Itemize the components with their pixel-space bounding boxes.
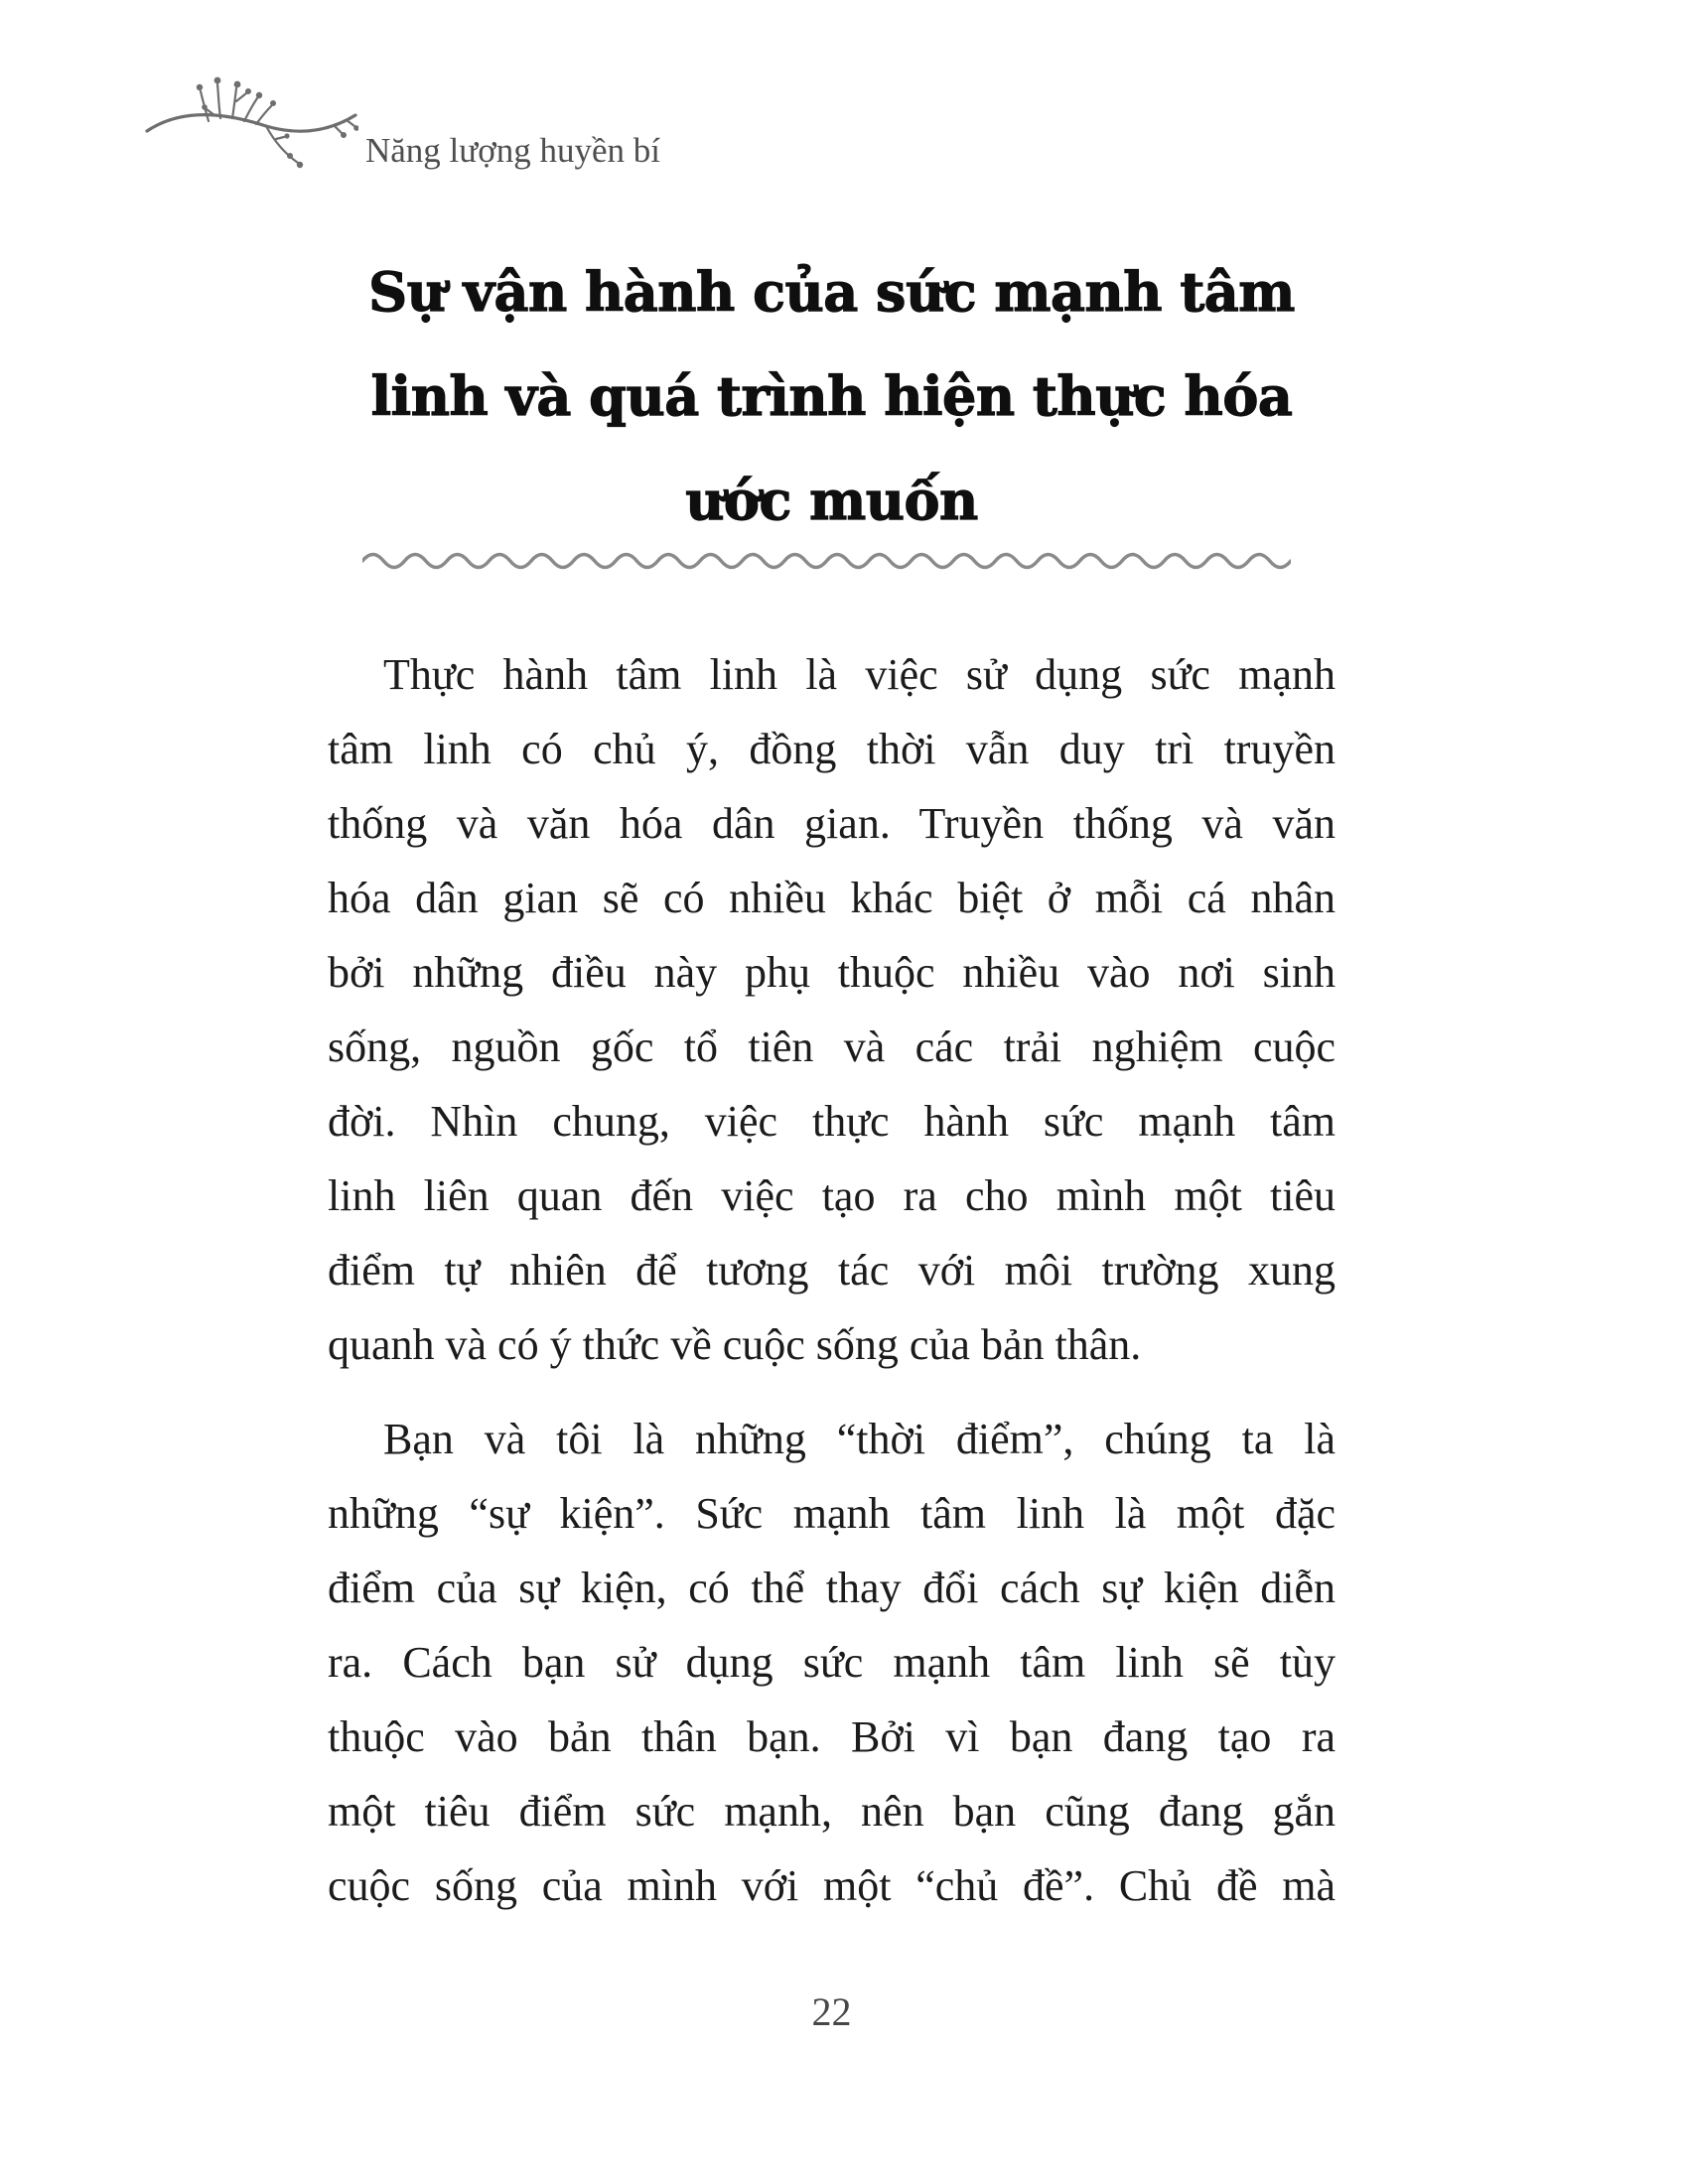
body-line: linh liên quan đến việc tạo ra cho mình một tiêu (328, 1171, 1336, 1220)
body-line: một tiêu điểm sức mạnh, nên bạn cũng đang gắn (328, 1787, 1336, 1836)
body-line: Thực hành tâm linh là việc sử dụng sức mạnh (383, 650, 1336, 699)
body-line: điểm của sự kiện, có thể thay đổi cách sự kiện diễn (328, 1564, 1336, 1612)
body-line: sống, nguồn gốc tổ tiên và các trải nghiệm cuộc (328, 1023, 1336, 1071)
paragraph-1 (328, 637, 1336, 1382)
body-line: ra. Cách bạn sử dụng sức mạnh tâm linh sẽ tùy (328, 1638, 1336, 1687)
body-text (328, 637, 1336, 1923)
paragraph-2 (328, 1402, 1336, 1923)
running-header-title: Năng lượng huyền bí (365, 131, 661, 170)
body-line: những “sự kiện”. Sức mạnh tâm linh là một đặc (328, 1489, 1336, 1538)
chapter-title (328, 240, 1336, 553)
chapter-title-line-1: Sự vận hành của sức mạnh tâm (368, 260, 1295, 324)
body-line: tâm linh có chủ ý, đồng thời vẫn duy trì truyền (328, 725, 1336, 773)
body-line: Bạn và tôi là những “thời điểm”, chúng ta là (383, 1415, 1336, 1463)
body-line: quanh và có ý thức về cuộc sống của bản thân. (328, 1320, 1142, 1369)
body-line: thuộc vào bản thân bạn. Bởi vì bạn đang tạo ra (328, 1712, 1336, 1761)
body-line: cuộc sống của mình với một “chủ đề”. Chủ đề mà (328, 1861, 1336, 1910)
page-number: 22 (811, 1989, 852, 2034)
body-line: hóa dân gian sẽ có nhiều khác biệt ở mỗi cá nhân (328, 874, 1336, 922)
chapter-title-line-3: ước muốn (685, 469, 978, 532)
body-line: điểm tự nhiên để tương tác với môi trường xung (328, 1246, 1336, 1295)
body-line: bởi những điều này phụ thuộc nhiều vào nơi sinh (328, 948, 1336, 997)
body-line: đời. Nhìn chung, việc thực hành sức mạnh tâm (328, 1097, 1336, 1146)
running-header (145, 69, 761, 184)
body-line: thống và văn hóa dân gian. Truyền thống và văn (328, 799, 1336, 848)
wavy-divider (362, 547, 1291, 573)
chapter-title-line-2: linh và quá trình hiện thực hóa (370, 364, 1293, 428)
wavy-divider-path (362, 555, 1291, 568)
branch-sprig-icon (145, 71, 358, 176)
